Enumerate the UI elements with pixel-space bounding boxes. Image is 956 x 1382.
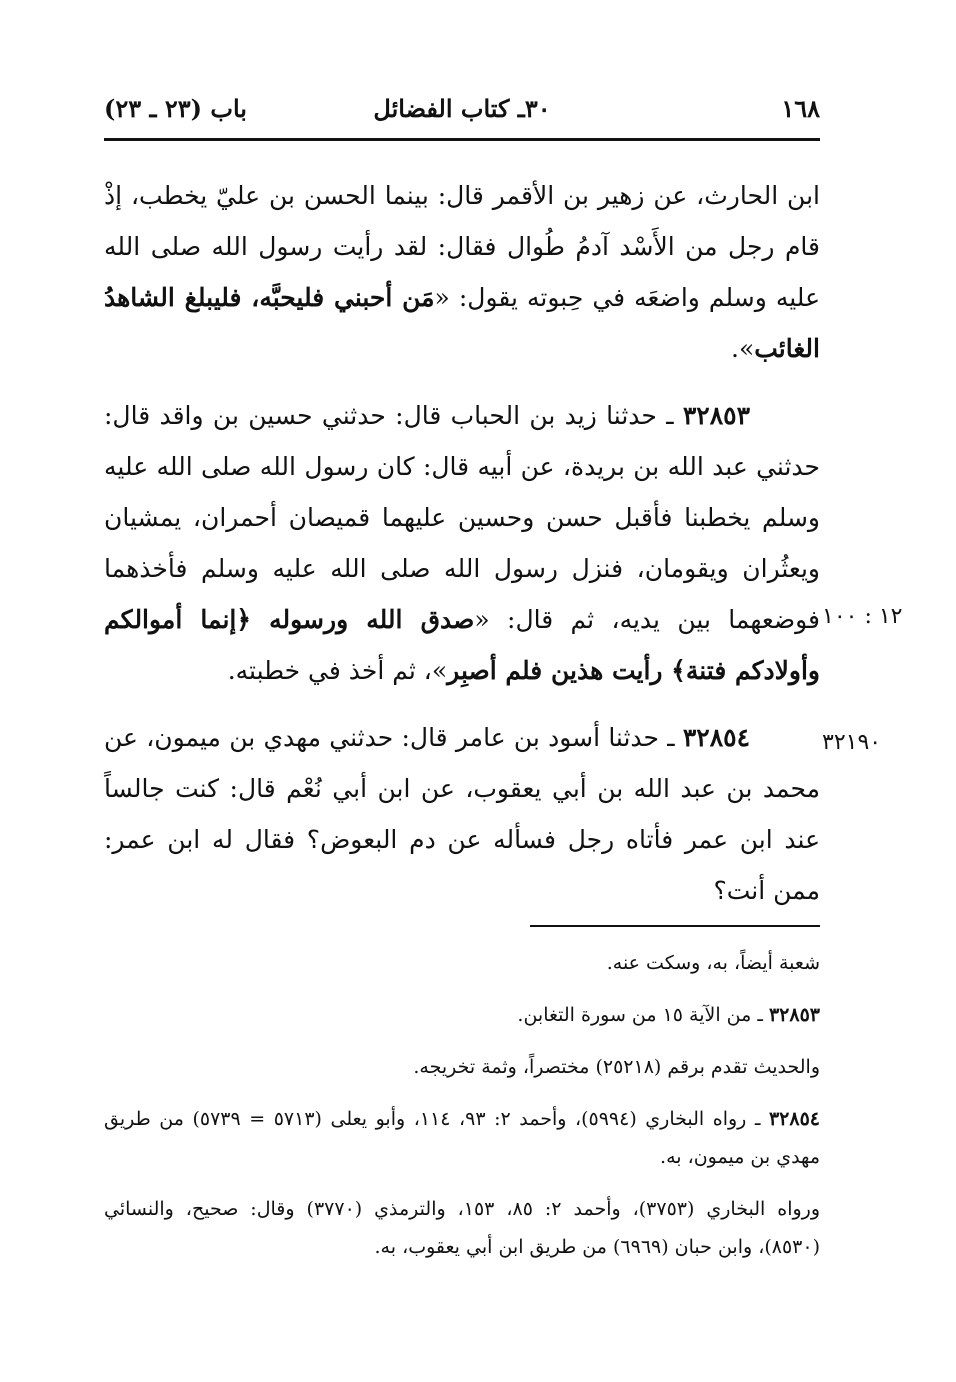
header-rule — [104, 138, 820, 141]
hadith-text: ـ حدثنا زيد بن الحباب قال: حدثني حسين بن واقد قال: حدثني عبد الله بن بريدة، عن أبيه قال: كان رسول الله صلى الله عليه وسلم يخطبنا فأقبل حسن وحسين عليهما قميصان أحمران، يمشيان ويعثُران ويقومان، فنزل رسول الله صلى الله عليه وسلم فأخذهما فوضعهما بين يديه، ثم قال: « — [104, 401, 821, 634]
page-header — [104, 92, 820, 132]
footnote-number: ٣٢٨٥٤ — [768, 1108, 820, 1130]
page-number: ١٦٨ — [781, 94, 820, 123]
hadith-number: ٣٢٨٥٣ — [682, 401, 750, 430]
hadith-32854 — [104, 712, 820, 916]
footnote-text: ـ رواه البخاري (٥٩٩٤)، وأحمد ٢: ٩٣، ١١٤، وأبو يعلى (٥٧١٣ = ٥٧٣٩) من طريق مهدي بن ميمون، به. — [104, 1108, 820, 1168]
paragraph-1-quote: مَن أحبني فليحبَّه، فليبلغ الشاهدُ الغائب — [104, 283, 820, 363]
paragraph-1-text: ابن الحارث، عن زهير بن الأقمر قال: بينما الحسن بن عليّ يخطب، إذْ قام رجل من الأَسْد آدمُ طُوال فقال: لقد رأيت رسول الله صلى الله عليه وسلم واضعَه في حِبوته يقول: « — [104, 181, 820, 312]
hadith-quote: صدق الله ورسوله ﴿إنما أموالكم وأولادكم فتنة﴾ رأيت هذين فلم أصبِر — [104, 605, 820, 685]
hadith-text: ـ حدثنا أسود بن عامر قال: حدثني مهدي بن ميمون، عن محمد بن عبد الله بن أبي يعقوب، عن ابن أبي نُعْم قال: كنت جالساً عند ابن عمر فأتاه رجل فسأله عن دم البعوض؟ فقال له ابن عمر: ممن أنت؟ — [104, 723, 820, 905]
margin-note-verse-ref: ١٢ : ١٠٠ — [822, 604, 903, 629]
book-title: ٣٠ـ كتاب الفضائل — [373, 94, 551, 123]
footnote-2 — [104, 996, 820, 1034]
footnote-5: ورواه البخاري (٣٧٥٣)، وأحمد ٢: ٨٥، ١٥٣، والترمذي (٣٧٧٠) وقال: صحيح، والنسائي (٨٥٣٠)، وابن حبان (٦٩٦٩) من طريق ابن أبي يعقوب، به. — [104, 1198, 821, 1258]
paragraph-1-end: ». — [731, 334, 755, 363]
footnote-1: شعبة أيضاً، به، وسكت عنه. — [606, 952, 820, 974]
footnote-number: ٣٢٨٥٣ — [768, 1004, 820, 1026]
hadith-32853 — [104, 390, 820, 696]
chapter-reference: باب (٢٣ ـ ٢٣) — [104, 94, 247, 123]
paragraph-1 — [104, 170, 820, 374]
footnote-4 — [104, 1100, 820, 1176]
hadith-number: ٣٢٨٥٤ — [682, 723, 750, 752]
hadith-end: »، ثم أخذ في خطبته. — [227, 656, 448, 685]
footnotes — [104, 944, 820, 1280]
footnote-3: والحديث تقدم برقم (٢٥٢١٨) مختصراً، وثمة تخريجه. — [413, 1056, 820, 1078]
footnote-separator — [530, 925, 820, 927]
footnote-text: ـ من الآية ١٥ من سورة التغابن. — [517, 1004, 769, 1026]
margin-note-cross-ref: ٣٢١٩٠ — [822, 730, 882, 755]
main-text — [104, 170, 820, 932]
